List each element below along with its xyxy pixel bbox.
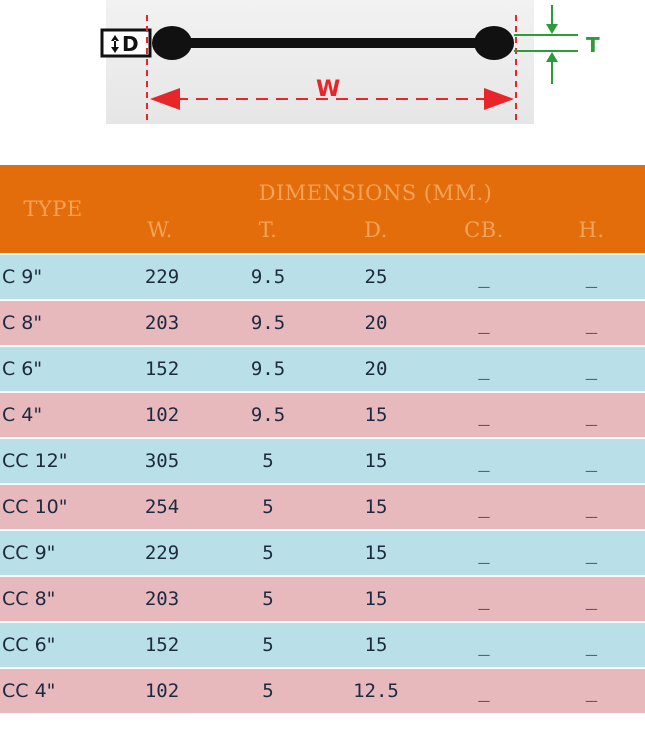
t-label: T (586, 33, 600, 57)
table-row (0, 622, 645, 668)
w-arrow-left-icon (150, 88, 180, 110)
cell-h: _ (538, 484, 645, 530)
cell-h: _ (538, 622, 645, 668)
cell-cb: _ (430, 622, 538, 668)
cell-t: 9.5 (214, 300, 322, 346)
column-header-cb: CB. (430, 207, 538, 254)
cell-t: 9.5 (214, 392, 322, 438)
cell-t: 5 (214, 530, 322, 576)
cell-d: 15 (322, 530, 430, 576)
table-row (0, 300, 645, 346)
cell-type: C 8" (0, 300, 106, 346)
cell-type: C 6" (0, 346, 106, 392)
cell-d: 15 (322, 622, 430, 668)
cell-type: CC 12" (0, 438, 106, 484)
t-arrow-down-icon (546, 24, 558, 34)
cell-type: CC 9" (0, 530, 106, 576)
cell-cb: _ (430, 530, 538, 576)
table-row (0, 346, 645, 392)
cell-h: _ (538, 300, 645, 346)
t-arrow-up-icon (546, 52, 558, 62)
cell-d: 15 (322, 392, 430, 438)
cell-w: 254 (106, 484, 214, 530)
cell-t: 5 (214, 668, 322, 713)
cell-d: 20 (322, 300, 430, 346)
dimensions-table (0, 165, 645, 713)
cell-cb: _ (430, 438, 538, 484)
cell-h: _ (538, 392, 645, 438)
table-row (0, 484, 645, 530)
table-row (0, 254, 645, 300)
cell-cb: _ (430, 392, 538, 438)
cell-cb: _ (430, 300, 538, 346)
strap-bar (166, 38, 501, 48)
cell-d: 25 (322, 254, 430, 300)
table-row (0, 668, 645, 713)
cell-w: 229 (106, 254, 214, 300)
cell-w: 203 (106, 300, 214, 346)
dimensions-group-header: DIMENSIONS (MM.) (106, 165, 645, 207)
w-arrow-right-icon (484, 88, 514, 110)
cell-w: 229 (106, 530, 214, 576)
cell-d: 15 (322, 438, 430, 484)
cell-type: C 4" (0, 392, 106, 438)
cell-cb: _ (430, 484, 538, 530)
table-row (0, 576, 645, 622)
cell-h: _ (538, 254, 645, 300)
cell-h: _ (538, 438, 645, 484)
cell-t: 5 (214, 484, 322, 530)
cell-t: 9.5 (214, 346, 322, 392)
cell-type: C 9" (0, 254, 106, 300)
cell-w: 152 (106, 346, 214, 392)
column-header-t: T. (214, 207, 322, 254)
cell-w: 152 (106, 622, 214, 668)
cell-cb: _ (430, 576, 538, 622)
cell-cb: _ (430, 254, 538, 300)
cell-d: 20 (322, 346, 430, 392)
table-row (0, 392, 645, 438)
strap-end-left (152, 26, 192, 60)
cell-type: CC 8" (0, 576, 106, 622)
table-row (0, 530, 645, 576)
cell-d: 12.5 (322, 668, 430, 713)
type-header: TYPE (0, 165, 106, 254)
cell-d: 15 (322, 484, 430, 530)
cell-w: 102 (106, 668, 214, 713)
strap-end-right (474, 26, 514, 60)
cell-cb: _ (430, 668, 538, 713)
d-label: D (122, 32, 139, 56)
cell-h: _ (538, 530, 645, 576)
cell-type: CC 6" (0, 622, 106, 668)
cell-type: CC 10" (0, 484, 106, 530)
w-label: W (316, 77, 341, 102)
cell-h: _ (538, 576, 645, 622)
table-row (0, 438, 645, 484)
cell-h: _ (538, 346, 645, 392)
cell-type: CC 4" (0, 668, 106, 713)
cell-t: 5 (214, 622, 322, 668)
cell-h: _ (538, 668, 645, 713)
cell-t: 5 (214, 576, 322, 622)
cell-w: 203 (106, 576, 214, 622)
cell-w: 102 (106, 392, 214, 438)
cell-t: 9.5 (214, 254, 322, 300)
cell-d: 15 (322, 576, 430, 622)
cell-t: 5 (214, 438, 322, 484)
column-header-d: D. (322, 207, 430, 254)
column-header-h: H. (538, 207, 645, 254)
cell-cb: _ (430, 346, 538, 392)
cell-w: 305 (106, 438, 214, 484)
column-header-w: W. (106, 207, 214, 254)
dimension-diagram (106, 0, 600, 124)
